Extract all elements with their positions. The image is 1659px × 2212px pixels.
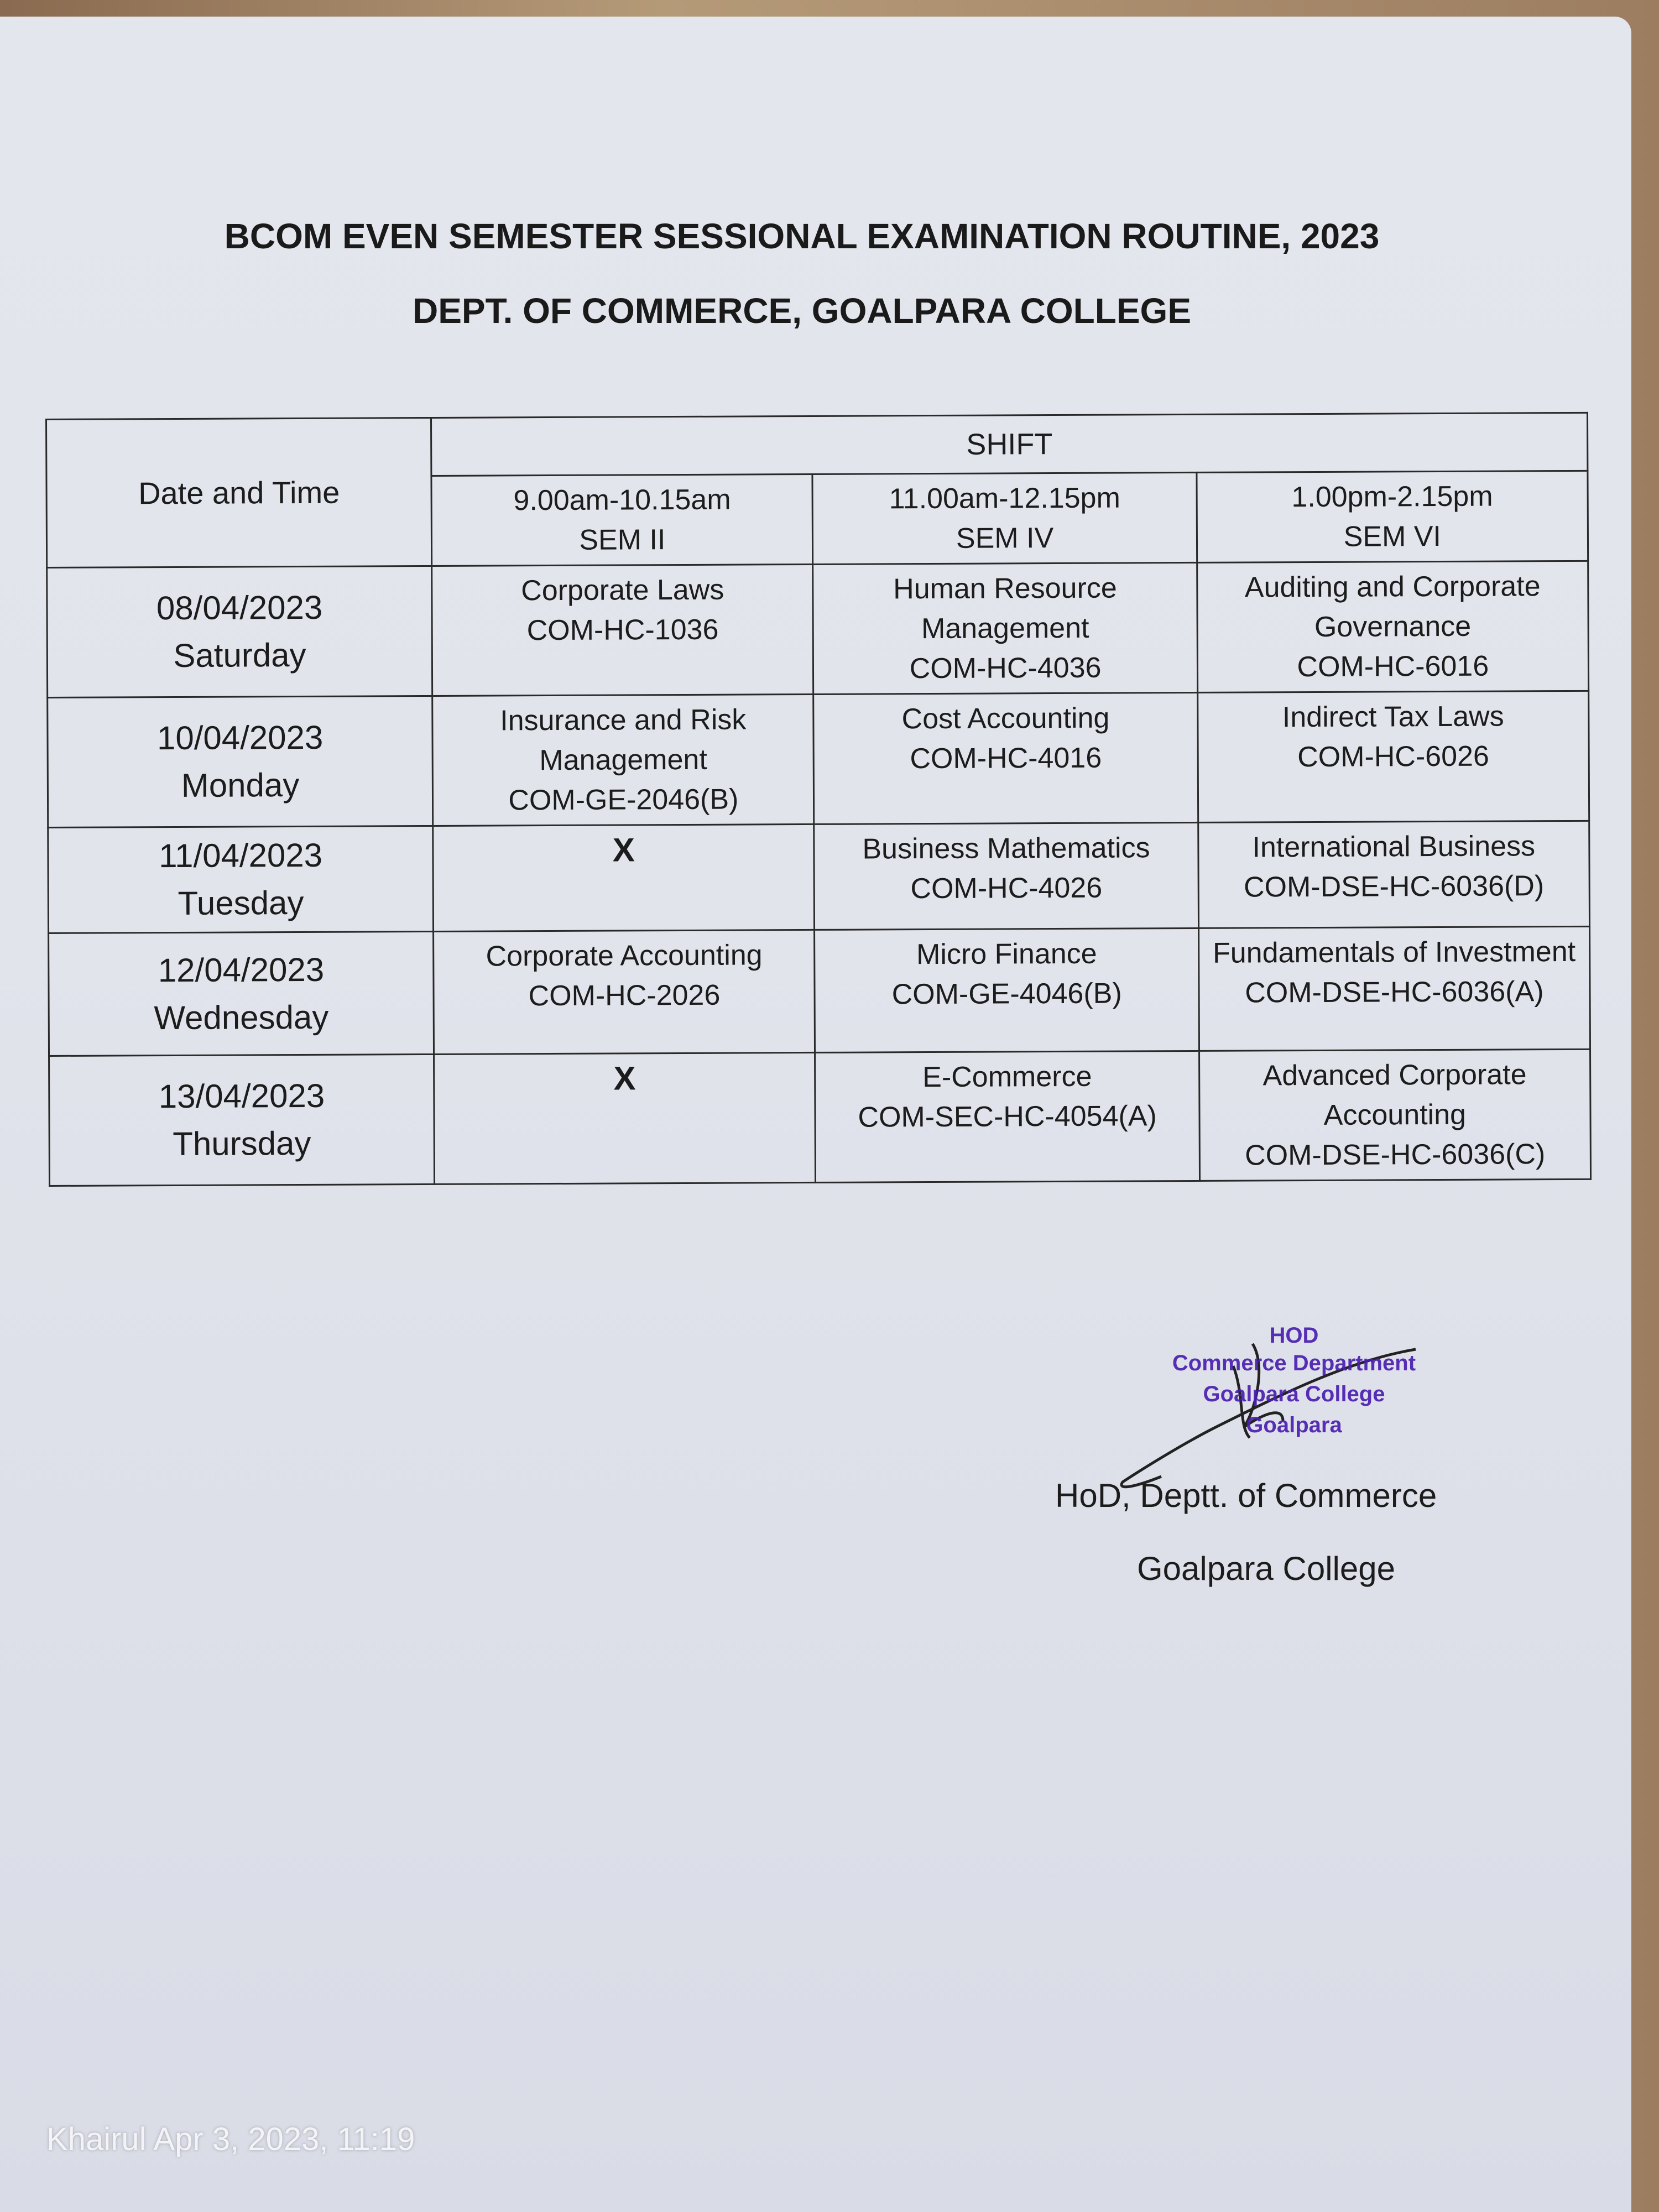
- subject-name: Business Mathematics: [862, 832, 1150, 865]
- signatory-college: Goalpara College: [1137, 1550, 1395, 1587]
- exam-cell: [1199, 1049, 1590, 1181]
- exam-date: 13/04/2023: [158, 1077, 325, 1115]
- table-row: [47, 561, 1589, 697]
- course-code: COM-GE-2046(B): [508, 783, 739, 817]
- shift-header: SHIFT: [431, 413, 1588, 476]
- exam-date: 08/04/2023: [156, 588, 323, 627]
- date-time-header: Date and Time: [46, 418, 432, 567]
- course-code: COM-HC-6016: [1297, 650, 1489, 684]
- exam-cell: [432, 564, 813, 696]
- course-code: COM-HC-4016: [910, 742, 1102, 775]
- exam-cell: [813, 692, 1198, 824]
- exam-day: Tuesday: [178, 884, 304, 922]
- exam-cell: [434, 930, 815, 1054]
- date-cell: [48, 696, 433, 827]
- course-code: COM-DSE-HC-6036(D): [1243, 870, 1545, 904]
- table-row: [48, 821, 1590, 933]
- table-row: [49, 1049, 1591, 1186]
- paper-sheet: [0, 17, 1631, 2212]
- exam-date: 12/04/2023: [158, 951, 325, 989]
- date-cell: [48, 826, 434, 933]
- exam-cell: [815, 1051, 1199, 1182]
- exam-day: Saturday: [173, 636, 306, 674]
- exam-cell: [1198, 821, 1589, 928]
- subject-name: Cost Accounting: [901, 702, 1110, 735]
- subject-name: Insurance and Risk Management: [500, 703, 747, 777]
- exam-day: Thursday: [173, 1124, 311, 1163]
- no-exam-mark: X: [613, 1060, 636, 1097]
- shift-time: 9.00am-10.15am: [513, 483, 731, 517]
- exam-cell: [813, 562, 1197, 694]
- course-code: COM-HC-6026: [1297, 740, 1490, 774]
- exam-cell: [1197, 691, 1589, 822]
- signatory-title: HoD, Deptt. of Commerce: [1055, 1477, 1437, 1514]
- subject-name: Corporate Accounting: [486, 939, 763, 973]
- document-title: BCOM EVEN SEMESTER SESSIONAL EXAMINATION ROUTINE, 2023: [224, 216, 1380, 256]
- date-cell: [49, 931, 434, 1056]
- exam-cell: [433, 824, 815, 931]
- document-subtitle: DEPT. OF COMMERCE, GOALPARA COLLEGE: [412, 291, 1192, 331]
- course-code: COM-HC-1036: [526, 613, 719, 647]
- date-cell: [47, 566, 432, 697]
- shift-semester: SEM II: [579, 524, 666, 556]
- stamp-line: Goalpara College: [1203, 1382, 1385, 1406]
- exam-date: 11/04/2023: [159, 836, 323, 875]
- shift-column-header: [1197, 471, 1588, 562]
- course-code: COM-SEC-HC-4054(A): [858, 1100, 1157, 1134]
- subject-name: Auditing and Corporate Governance: [1244, 570, 1541, 643]
- shift-time: 11.00am-12.15pm: [889, 482, 1120, 515]
- stamp-line: Goalpara: [1246, 1413, 1342, 1437]
- table-row: [48, 691, 1589, 827]
- subject-name: Human Resource Management: [893, 572, 1117, 645]
- subject-name: Indirect Tax Laws: [1282, 700, 1504, 734]
- subject-name: Micro Finance: [916, 937, 1097, 971]
- course-code: COM-HC-2026: [528, 979, 721, 1013]
- table-row: [49, 926, 1590, 1056]
- shift-semester: SEM IV: [956, 522, 1054, 555]
- exam-cell: [434, 1052, 816, 1184]
- shift-column-header: [431, 474, 813, 566]
- exam-cell: [1198, 926, 1590, 1051]
- exam-cell: [814, 822, 1198, 930]
- course-code: COM-DSE-HC-6036(C): [1244, 1138, 1546, 1172]
- stamp-line: HOD: [1269, 1323, 1319, 1348]
- subject-name: International Business: [1252, 830, 1536, 864]
- date-cell: [49, 1054, 435, 1186]
- course-code: COM-HC-4036: [909, 651, 1102, 685]
- no-exam-mark: X: [612, 831, 635, 869]
- shift-time: 1.00pm-2.15pm: [1291, 480, 1493, 514]
- exam-cell: [1197, 561, 1588, 692]
- course-code: COM-DSE-HC-6036(A): [1245, 975, 1544, 1009]
- course-code: COM-HC-4026: [910, 872, 1103, 905]
- shift-semester: SEM VI: [1343, 520, 1442, 553]
- photo-timestamp-watermark: Khairul Apr 3, 2023, 11:19: [46, 2121, 415, 2157]
- exam-cell: [815, 928, 1199, 1052]
- exam-date: 10/04/2023: [156, 718, 324, 757]
- exam-day: Monday: [181, 766, 300, 804]
- shift-column-header: [812, 472, 1197, 564]
- stamp-line: Commerce Department: [1172, 1351, 1416, 1375]
- subject-name: Advanced Corporate Accounting: [1262, 1058, 1527, 1131]
- exam-day: Wednesday: [154, 998, 329, 1036]
- exam-cell: [432, 694, 814, 826]
- subject-name: E-Commerce: [922, 1060, 1092, 1094]
- course-code: COM-GE-4046(B): [891, 977, 1122, 1011]
- subject-name: Corporate Laws: [521, 573, 724, 607]
- exam-routine-table: [45, 412, 1592, 1187]
- subject-name: Fundamentals of Investment: [1212, 935, 1576, 969]
- hod-stamp: [1150, 1322, 1438, 1439]
